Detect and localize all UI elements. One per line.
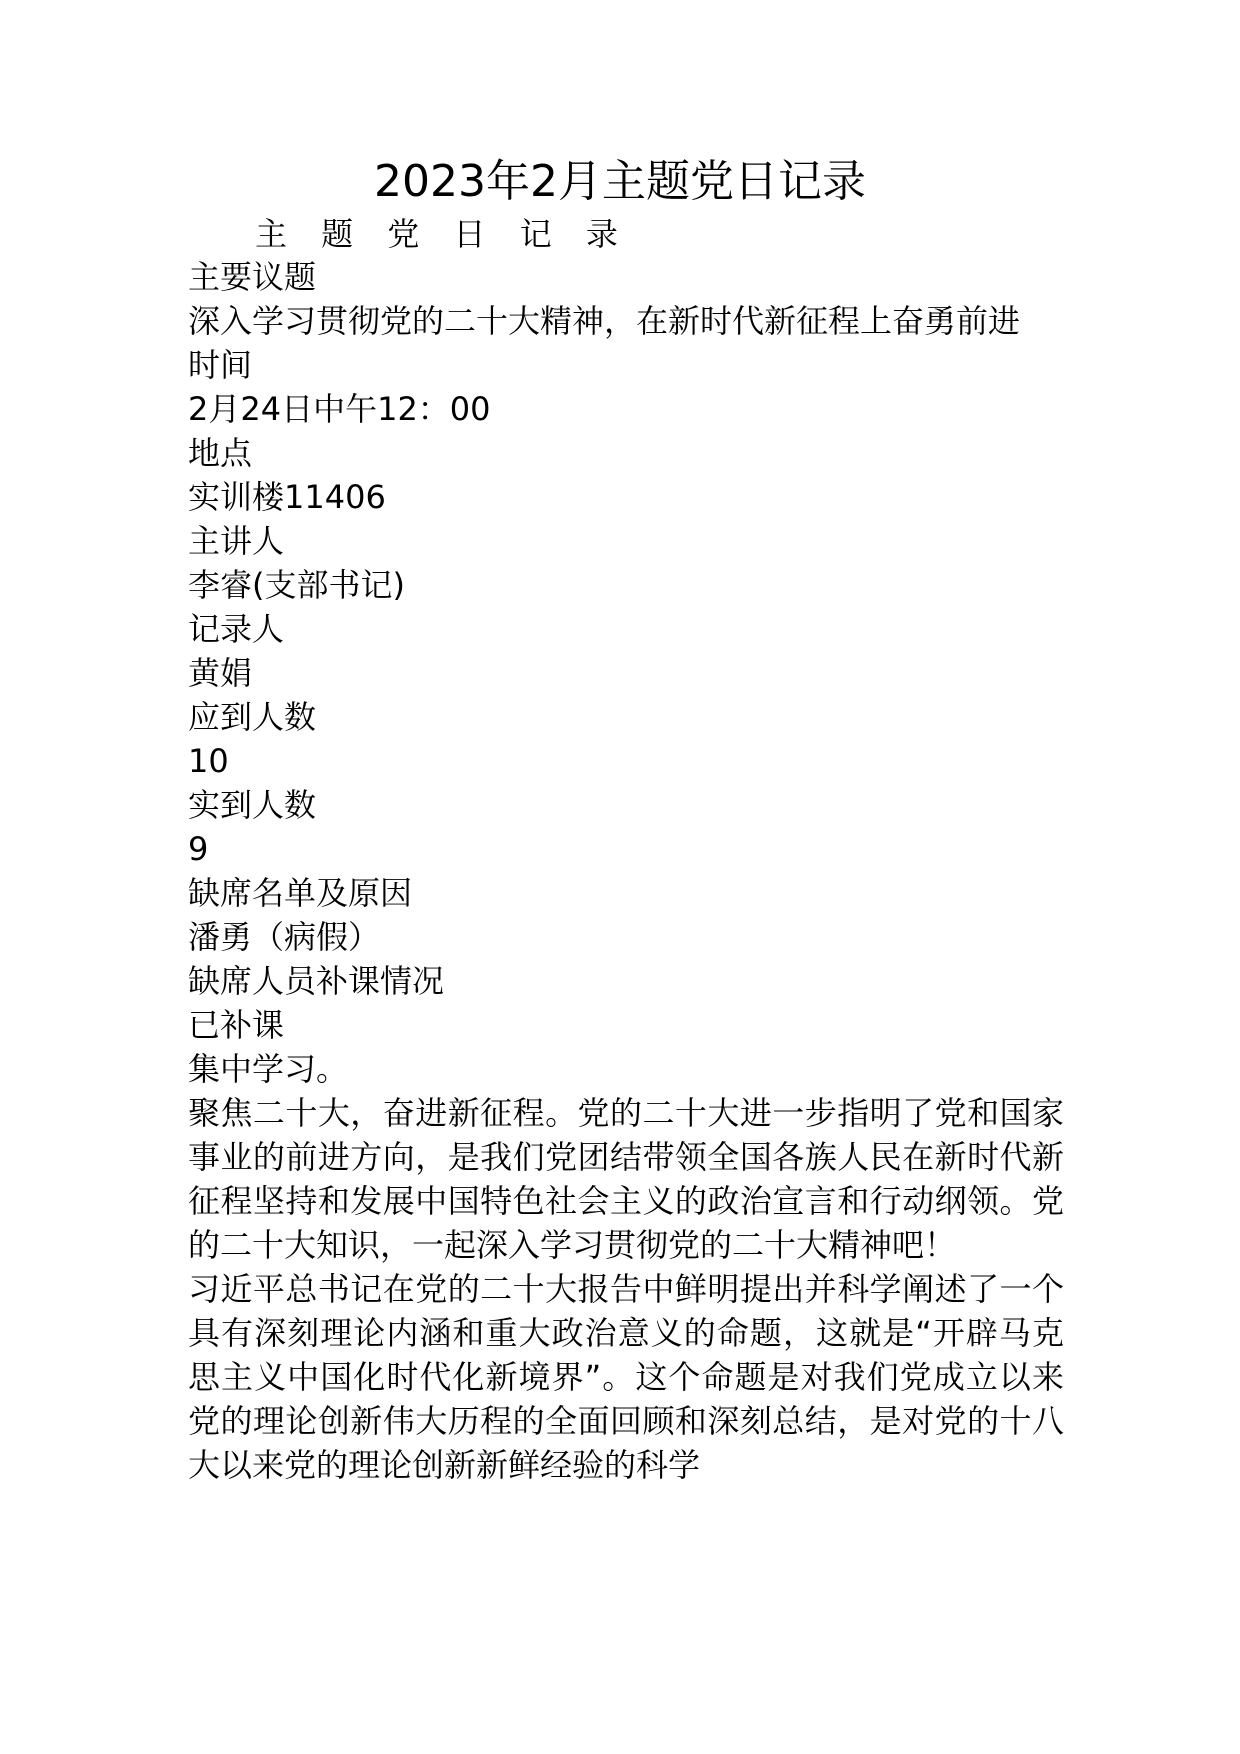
field-label-time: 时间 <box>188 346 253 384</box>
content-heading: 集中学习。 <box>188 1050 349 1088</box>
document-body <box>188 255 1064 1487</box>
field-label-recorder: 记录人 <box>188 610 285 648</box>
field-value-topic: 深入学习贯彻党的二十大精神，在新时代新征程上奋勇前进 <box>188 302 1021 340</box>
field-value-speaker: 李睿(支部书记) <box>188 566 405 604</box>
field-label-makeup: 缺席人员补课情况 <box>188 962 445 1000</box>
field-value-makeup: 已补课 <box>188 1006 285 1044</box>
field-value-absentees: 潘勇（病假） <box>188 918 381 956</box>
field-value-actual-count: 9 <box>188 830 209 868</box>
field-value-expected-count: 10 <box>188 742 229 780</box>
field-label-expected-count: 应到人数 <box>188 698 317 736</box>
document-subtitle: 主 题 党 日 记 录 <box>255 215 630 253</box>
field-value-recorder: 黄娟 <box>188 654 253 692</box>
content-paragraph: 聚焦二十大，奋进新征程。党的二十大进一步指明了党和国家事业的前进方向，是我们党团结带领全国各族人民在新时代新征程坚持和发展中国特色社会主义的政治宣言和行动纲领。党的二十大知识，一起深入学习贯彻党的二十大精神吧！ <box>188 1094 1064 1264</box>
field-label-absentees: 缺席名单及原因 <box>188 874 413 912</box>
field-label-speaker: 主讲人 <box>188 522 285 560</box>
document-title: 2023年2月主题党日记录 <box>374 156 866 207</box>
content-paragraph: 习近平总书记在党的二十大报告中鲜明提出并科学阐述了一个具有深刻理论内涵和重大政治意义的命题，这就是“开辟马克思主义中国化时代化新境界”。这个命题是对我们党成立以来党的理论创新伟大历程的全面回顾和深刻总结，是对党的十八大以来党的理论创新新鲜经验的科学 <box>188 1270 1064 1484</box>
field-label-location: 地点 <box>188 434 253 472</box>
field-value-location: 实训楼11406 <box>188 478 386 516</box>
field-value-time: 2月24日中午12：00 <box>188 390 491 428</box>
field-label-topic: 主要议题 <box>188 258 317 296</box>
field-label-actual-count: 实到人数 <box>188 786 317 824</box>
